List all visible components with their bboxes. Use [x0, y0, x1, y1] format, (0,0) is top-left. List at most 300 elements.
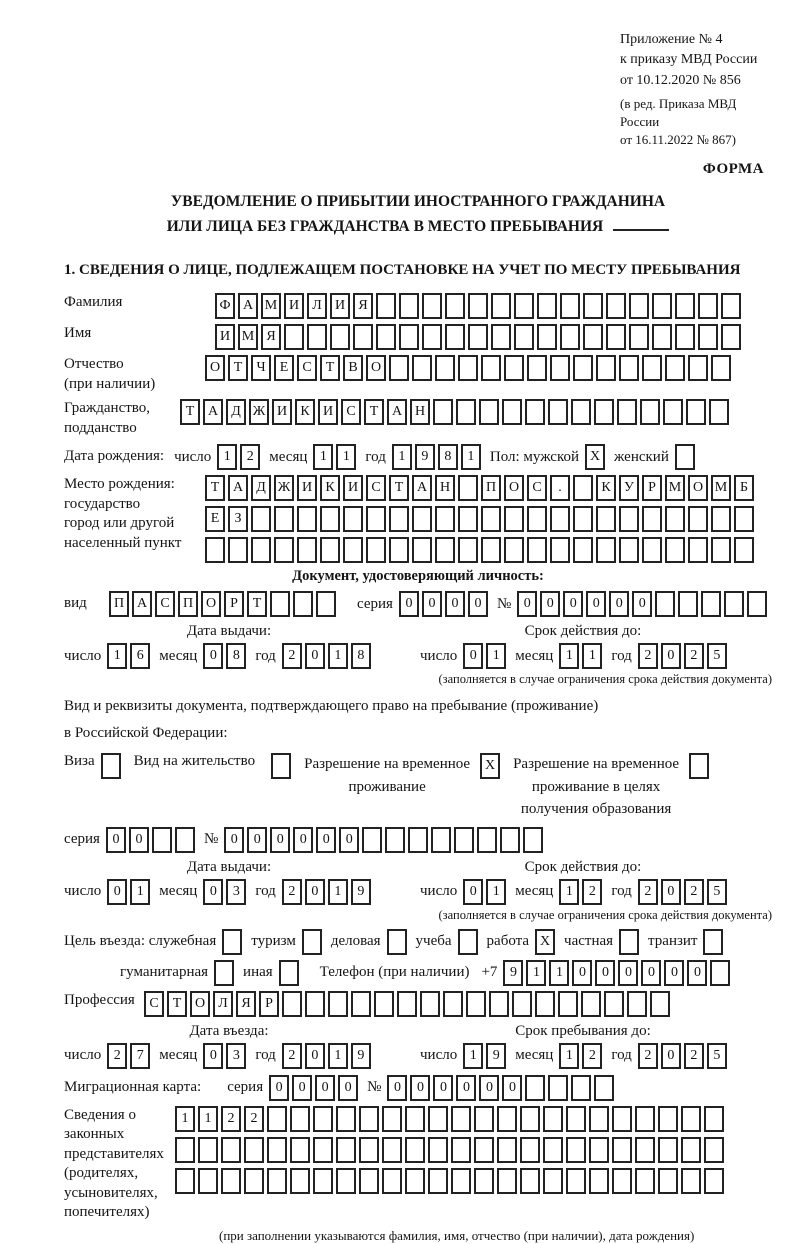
char-cell[interactable]: Я: [261, 324, 281, 350]
char-cell[interactable]: [451, 1137, 471, 1163]
char-cell[interactable]: [502, 399, 522, 425]
char-cell[interactable]: [652, 293, 672, 319]
char-cell[interactable]: А: [412, 475, 432, 501]
char-cell[interactable]: О: [190, 991, 210, 1017]
char-cell[interactable]: [175, 1168, 195, 1194]
char-cell[interactable]: Т: [389, 475, 409, 501]
char-cell[interactable]: 0: [247, 827, 267, 853]
char-cell[interactable]: [650, 991, 670, 1017]
char-cell[interactable]: 0: [305, 1043, 325, 1069]
char-cell[interactable]: [412, 355, 432, 381]
char-cell[interactable]: 0: [433, 1075, 453, 1101]
char-cell[interactable]: [297, 537, 317, 563]
char-cell[interactable]: 0: [292, 1075, 312, 1101]
char-cell[interactable]: [267, 1106, 287, 1132]
char-cell[interactable]: [474, 1137, 494, 1163]
char-cell[interactable]: [535, 991, 555, 1017]
char-cell[interactable]: [435, 537, 455, 563]
char-cell[interactable]: [520, 1168, 540, 1194]
char-cell[interactable]: С: [527, 475, 547, 501]
char-cell[interactable]: [703, 929, 723, 955]
char-cell[interactable]: [698, 324, 718, 350]
char-cell[interactable]: 0: [270, 827, 290, 853]
char-cell[interactable]: .: [550, 475, 570, 501]
char-cell[interactable]: [665, 355, 685, 381]
char-cell[interactable]: Д: [226, 399, 246, 425]
char-cell[interactable]: [244, 1137, 264, 1163]
char-cell[interactable]: [422, 293, 442, 319]
char-cell[interactable]: [313, 1137, 333, 1163]
char-cell[interactable]: 2: [221, 1106, 241, 1132]
char-cell[interactable]: Р: [259, 991, 279, 1017]
char-cell[interactable]: [548, 1075, 568, 1101]
char-cell[interactable]: 2: [638, 879, 658, 905]
char-cell[interactable]: [640, 399, 660, 425]
char-cell[interactable]: [428, 1137, 448, 1163]
char-cell[interactable]: А: [132, 591, 152, 617]
char-cell[interactable]: [734, 537, 754, 563]
char-cell[interactable]: [389, 355, 409, 381]
char-cell[interactable]: [652, 324, 672, 350]
char-cell[interactable]: 0: [293, 827, 313, 853]
char-cell[interactable]: [454, 827, 474, 853]
char-cell[interactable]: [271, 753, 291, 779]
char-cell[interactable]: [589, 1106, 609, 1132]
char-cell[interactable]: У: [619, 475, 639, 501]
char-cell[interactable]: [214, 960, 234, 986]
char-cell[interactable]: [619, 537, 639, 563]
char-cell[interactable]: 7: [130, 1043, 150, 1069]
char-cell[interactable]: 0: [632, 591, 652, 617]
char-cell[interactable]: И: [297, 475, 317, 501]
char-cell[interactable]: [431, 827, 451, 853]
char-cell[interactable]: Н: [435, 475, 455, 501]
char-cell[interactable]: 1: [328, 1043, 348, 1069]
char-cell[interactable]: X: [535, 929, 555, 955]
char-cell[interactable]: Н: [410, 399, 430, 425]
char-cell[interactable]: [642, 355, 662, 381]
char-cell[interactable]: [353, 324, 373, 350]
char-cell[interactable]: [433, 399, 453, 425]
char-cell[interactable]: С: [341, 399, 361, 425]
char-cell[interactable]: [606, 293, 626, 319]
char-cell[interactable]: [721, 293, 741, 319]
char-cell[interactable]: И: [284, 293, 304, 319]
char-cell[interactable]: [573, 475, 593, 501]
char-cell[interactable]: [604, 991, 624, 1017]
char-cell[interactable]: Т: [228, 355, 248, 381]
char-cell[interactable]: [284, 324, 304, 350]
char-cell[interactable]: [566, 1106, 586, 1132]
char-cell[interactable]: 8: [351, 643, 371, 669]
char-cell[interactable]: [428, 1168, 448, 1194]
char-cell[interactable]: 0: [410, 1075, 430, 1101]
char-cell[interactable]: 2: [282, 879, 302, 905]
char-cell[interactable]: [681, 1137, 701, 1163]
char-cell[interactable]: [489, 991, 509, 1017]
char-cell[interactable]: [596, 355, 616, 381]
char-cell[interactable]: 2: [684, 643, 704, 669]
char-cell[interactable]: [581, 991, 601, 1017]
char-cell[interactable]: 1: [559, 643, 579, 669]
char-cell[interactable]: [558, 991, 578, 1017]
char-cell[interactable]: 0: [339, 827, 359, 853]
char-cell[interactable]: [428, 1106, 448, 1132]
char-cell[interactable]: О: [366, 355, 386, 381]
char-cell[interactable]: 1: [582, 643, 602, 669]
char-cell[interactable]: [655, 591, 675, 617]
char-cell[interactable]: [665, 537, 685, 563]
char-cell[interactable]: [617, 399, 637, 425]
char-cell[interactable]: [612, 1106, 632, 1132]
char-cell[interactable]: [397, 991, 417, 1017]
char-cell[interactable]: [270, 591, 290, 617]
char-cell[interactable]: А: [387, 399, 407, 425]
char-cell[interactable]: 0: [305, 643, 325, 669]
char-cell[interactable]: 0: [479, 1075, 499, 1101]
char-cell[interactable]: [420, 991, 440, 1017]
char-cell[interactable]: [629, 324, 649, 350]
char-cell[interactable]: [328, 991, 348, 1017]
char-cell[interactable]: [101, 753, 121, 779]
char-cell[interactable]: [343, 506, 363, 532]
char-cell[interactable]: [279, 960, 299, 986]
char-cell[interactable]: [474, 1106, 494, 1132]
char-cell[interactable]: [435, 355, 455, 381]
char-cell[interactable]: [497, 1137, 517, 1163]
char-cell[interactable]: Р: [224, 591, 244, 617]
char-cell[interactable]: [527, 537, 547, 563]
char-cell[interactable]: 1: [526, 960, 546, 986]
char-cell[interactable]: И: [215, 324, 235, 350]
char-cell[interactable]: [435, 506, 455, 532]
char-cell[interactable]: 1: [130, 879, 150, 905]
char-cell[interactable]: [550, 506, 570, 532]
char-cell[interactable]: [359, 1137, 379, 1163]
char-cell[interactable]: 0: [203, 879, 223, 905]
char-cell[interactable]: [619, 355, 639, 381]
char-cell[interactable]: [711, 355, 731, 381]
char-cell[interactable]: [514, 324, 534, 350]
char-cell[interactable]: [619, 929, 639, 955]
char-cell[interactable]: [520, 1137, 540, 1163]
char-cell[interactable]: 0: [316, 827, 336, 853]
char-cell[interactable]: [681, 1106, 701, 1132]
char-cell[interactable]: 6: [130, 643, 150, 669]
char-cell[interactable]: [675, 324, 695, 350]
char-cell[interactable]: 0: [387, 1075, 407, 1101]
char-cell[interactable]: 0: [572, 960, 592, 986]
char-cell[interactable]: [710, 960, 730, 986]
char-cell[interactable]: Е: [274, 355, 294, 381]
char-cell[interactable]: 0: [609, 591, 629, 617]
char-cell[interactable]: 0: [641, 960, 661, 986]
char-cell[interactable]: [658, 1106, 678, 1132]
char-cell[interactable]: [205, 537, 225, 563]
char-cell[interactable]: 2: [684, 879, 704, 905]
char-cell[interactable]: [658, 1168, 678, 1194]
char-cell[interactable]: [320, 506, 340, 532]
char-cell[interactable]: [596, 506, 616, 532]
char-cell[interactable]: [222, 929, 242, 955]
char-cell[interactable]: [351, 991, 371, 1017]
char-cell[interactable]: [583, 293, 603, 319]
char-cell[interactable]: 0: [468, 591, 488, 617]
char-cell[interactable]: [573, 506, 593, 532]
char-cell[interactable]: [504, 537, 524, 563]
char-cell[interactable]: 1: [559, 879, 579, 905]
char-cell[interactable]: [376, 293, 396, 319]
char-cell[interactable]: [297, 506, 317, 532]
char-cell[interactable]: [560, 324, 580, 350]
char-cell[interactable]: [681, 1168, 701, 1194]
char-cell[interactable]: 0: [687, 960, 707, 986]
char-cell[interactable]: [399, 293, 419, 319]
char-cell[interactable]: 2: [107, 1043, 127, 1069]
char-cell[interactable]: [675, 293, 695, 319]
char-cell[interactable]: Я: [236, 991, 256, 1017]
char-cell[interactable]: 1: [461, 444, 481, 470]
char-cell[interactable]: 2: [582, 879, 602, 905]
char-cell[interactable]: [627, 991, 647, 1017]
char-cell[interactable]: [481, 355, 501, 381]
char-cell[interactable]: [382, 1168, 402, 1194]
char-cell[interactable]: [612, 1168, 632, 1194]
char-cell[interactable]: 2: [684, 1043, 704, 1069]
char-cell[interactable]: Т: [364, 399, 384, 425]
char-cell[interactable]: [290, 1137, 310, 1163]
char-cell[interactable]: [320, 537, 340, 563]
char-cell[interactable]: [302, 929, 322, 955]
char-cell[interactable]: [709, 399, 729, 425]
char-cell[interactable]: [408, 827, 428, 853]
char-cell[interactable]: 9: [503, 960, 523, 986]
char-cell[interactable]: 0: [618, 960, 638, 986]
char-cell[interactable]: [596, 537, 616, 563]
char-cell[interactable]: [537, 293, 557, 319]
char-cell[interactable]: [635, 1106, 655, 1132]
char-cell[interactable]: М: [238, 324, 258, 350]
char-cell[interactable]: [451, 1106, 471, 1132]
char-cell[interactable]: 0: [338, 1075, 358, 1101]
char-cell[interactable]: [481, 506, 501, 532]
char-cell[interactable]: 9: [415, 444, 435, 470]
char-cell[interactable]: [466, 991, 486, 1017]
char-cell[interactable]: [635, 1137, 655, 1163]
char-cell[interactable]: 0: [224, 827, 244, 853]
char-cell[interactable]: [221, 1168, 241, 1194]
char-cell[interactable]: О: [205, 355, 225, 381]
char-cell[interactable]: [527, 506, 547, 532]
char-cell[interactable]: М: [665, 475, 685, 501]
char-cell[interactable]: 2: [240, 444, 260, 470]
char-cell[interactable]: [527, 355, 547, 381]
char-cell[interactable]: [500, 827, 520, 853]
char-cell[interactable]: [374, 991, 394, 1017]
char-cell[interactable]: О: [688, 475, 708, 501]
char-cell[interactable]: [678, 591, 698, 617]
char-cell[interactable]: 1: [175, 1106, 195, 1132]
char-cell[interactable]: [405, 1106, 425, 1132]
char-cell[interactable]: [152, 827, 172, 853]
char-cell[interactable]: [525, 399, 545, 425]
char-cell[interactable]: [443, 991, 463, 1017]
char-cell[interactable]: И: [318, 399, 338, 425]
char-cell[interactable]: М: [261, 293, 281, 319]
char-cell[interactable]: [343, 537, 363, 563]
char-cell[interactable]: [629, 293, 649, 319]
char-cell[interactable]: 0: [456, 1075, 476, 1101]
char-cell[interactable]: [362, 827, 382, 853]
char-cell[interactable]: [571, 1075, 591, 1101]
char-cell[interactable]: [399, 324, 419, 350]
char-cell[interactable]: [313, 1106, 333, 1132]
char-cell[interactable]: [251, 537, 271, 563]
char-cell[interactable]: [566, 1168, 586, 1194]
char-cell[interactable]: О: [504, 475, 524, 501]
char-cell[interactable]: [477, 827, 497, 853]
char-cell[interactable]: [689, 753, 709, 779]
char-cell[interactable]: К: [295, 399, 315, 425]
char-cell[interactable]: [589, 1168, 609, 1194]
char-cell[interactable]: 2: [282, 643, 302, 669]
char-cell[interactable]: [642, 537, 662, 563]
char-cell[interactable]: Ж: [249, 399, 269, 425]
char-cell[interactable]: [523, 827, 543, 853]
char-cell[interactable]: 2: [244, 1106, 264, 1132]
char-cell[interactable]: 0: [203, 1043, 223, 1069]
char-cell[interactable]: 3: [226, 879, 246, 905]
char-cell[interactable]: [221, 1137, 241, 1163]
char-cell[interactable]: Т: [205, 475, 225, 501]
char-cell[interactable]: [619, 506, 639, 532]
char-cell[interactable]: [612, 1137, 632, 1163]
char-cell[interactable]: [704, 1137, 724, 1163]
char-cell[interactable]: [573, 355, 593, 381]
char-cell[interactable]: 0: [305, 879, 325, 905]
char-cell[interactable]: 0: [586, 591, 606, 617]
char-cell[interactable]: [405, 1168, 425, 1194]
char-cell[interactable]: [688, 355, 708, 381]
char-cell[interactable]: [504, 355, 524, 381]
char-cell[interactable]: 0: [129, 827, 149, 853]
char-cell[interactable]: [451, 1168, 471, 1194]
char-cell[interactable]: [543, 1106, 563, 1132]
char-cell[interactable]: [251, 506, 271, 532]
char-cell[interactable]: 5: [707, 643, 727, 669]
char-cell[interactable]: 2: [582, 1043, 602, 1069]
char-cell[interactable]: [175, 827, 195, 853]
char-cell[interactable]: [330, 324, 350, 350]
char-cell[interactable]: [274, 537, 294, 563]
char-cell[interactable]: А: [238, 293, 258, 319]
char-cell[interactable]: 0: [502, 1075, 522, 1101]
char-cell[interactable]: Р: [642, 475, 662, 501]
char-cell[interactable]: 0: [540, 591, 560, 617]
char-cell[interactable]: [550, 537, 570, 563]
char-cell[interactable]: [548, 399, 568, 425]
char-cell[interactable]: [382, 1106, 402, 1132]
char-cell[interactable]: 0: [107, 879, 127, 905]
char-cell[interactable]: [458, 537, 478, 563]
char-cell[interactable]: [385, 827, 405, 853]
char-cell[interactable]: [387, 929, 407, 955]
char-cell[interactable]: 1: [486, 879, 506, 905]
char-cell[interactable]: [573, 537, 593, 563]
char-cell[interactable]: [293, 591, 313, 617]
char-cell[interactable]: 1: [549, 960, 569, 986]
char-cell[interactable]: З: [228, 506, 248, 532]
char-cell[interactable]: [686, 399, 706, 425]
char-cell[interactable]: [316, 591, 336, 617]
char-cell[interactable]: [583, 324, 603, 350]
char-cell[interactable]: [267, 1168, 287, 1194]
char-cell[interactable]: Т: [180, 399, 200, 425]
char-cell[interactable]: 0: [106, 827, 126, 853]
char-cell[interactable]: [514, 293, 534, 319]
char-cell[interactable]: 1: [486, 643, 506, 669]
char-cell[interactable]: [313, 1168, 333, 1194]
char-cell[interactable]: [305, 991, 325, 1017]
char-cell[interactable]: [198, 1137, 218, 1163]
char-cell[interactable]: X: [480, 753, 500, 779]
char-cell[interactable]: [458, 355, 478, 381]
char-cell[interactable]: 3: [226, 1043, 246, 1069]
char-cell[interactable]: [566, 1137, 586, 1163]
char-cell[interactable]: [606, 324, 626, 350]
char-cell[interactable]: [267, 1137, 287, 1163]
char-cell[interactable]: [359, 1106, 379, 1132]
char-cell[interactable]: 0: [269, 1075, 289, 1101]
char-cell[interactable]: 1: [328, 879, 348, 905]
char-cell[interactable]: Ч: [251, 355, 271, 381]
char-cell[interactable]: [525, 1075, 545, 1101]
char-cell[interactable]: [698, 293, 718, 319]
char-cell[interactable]: [550, 355, 570, 381]
char-cell[interactable]: Л: [213, 991, 233, 1017]
char-cell[interactable]: [635, 1168, 655, 1194]
char-cell[interactable]: И: [272, 399, 292, 425]
char-cell[interactable]: 1: [463, 1043, 483, 1069]
char-cell[interactable]: [589, 1137, 609, 1163]
char-cell[interactable]: К: [596, 475, 616, 501]
char-cell[interactable]: [412, 506, 432, 532]
char-cell[interactable]: [307, 324, 327, 350]
char-cell[interactable]: [504, 506, 524, 532]
char-cell[interactable]: [290, 1168, 310, 1194]
char-cell[interactable]: [594, 399, 614, 425]
char-cell[interactable]: [701, 591, 721, 617]
char-cell[interactable]: [658, 1137, 678, 1163]
char-cell[interactable]: [468, 324, 488, 350]
char-cell[interactable]: [389, 537, 409, 563]
char-cell[interactable]: [711, 506, 731, 532]
char-cell[interactable]: [711, 537, 731, 563]
char-cell[interactable]: [642, 506, 662, 532]
char-cell[interactable]: И: [343, 475, 363, 501]
char-cell[interactable]: 9: [351, 1043, 371, 1069]
char-cell[interactable]: 9: [486, 1043, 506, 1069]
char-cell[interactable]: [688, 506, 708, 532]
char-cell[interactable]: [468, 293, 488, 319]
char-cell[interactable]: Ж: [274, 475, 294, 501]
char-cell[interactable]: [663, 399, 683, 425]
char-cell[interactable]: [228, 537, 248, 563]
char-cell[interactable]: П: [481, 475, 501, 501]
char-cell[interactable]: [543, 1137, 563, 1163]
char-cell[interactable]: 0: [422, 591, 442, 617]
char-cell[interactable]: А: [203, 399, 223, 425]
